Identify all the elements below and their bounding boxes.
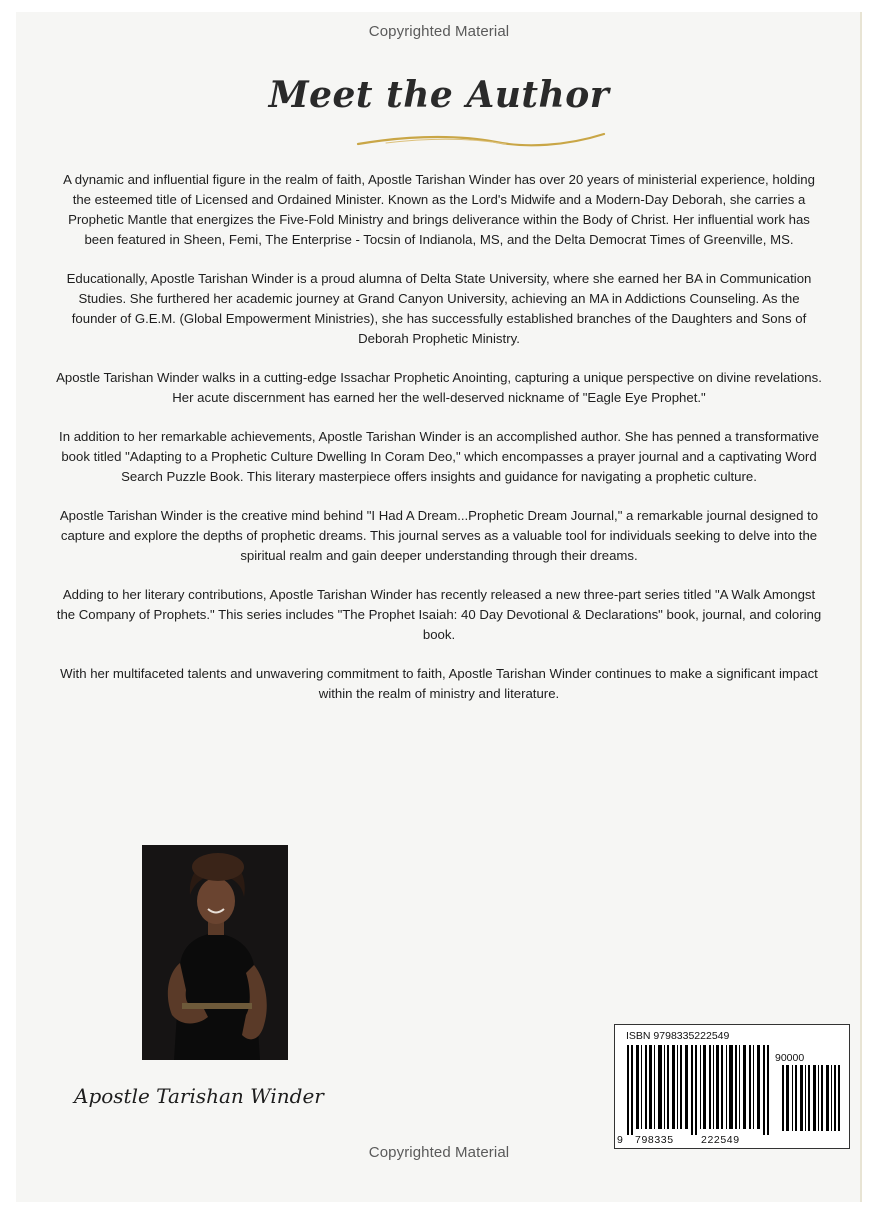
back-cover-page	[16, 12, 862, 1202]
bio-paragraph-6: Adding to her literary contributions, Apostle Tarishan Winder has recently released a new three-part series titled "A Walk Amongst the Company of Prophets." This series includes "The Prophet Isaiah: 40 Day Devotional & Declarations" book, journal, and coloring book.	[56, 587, 822, 642]
bio-paragraph-4: In addition to her remarkable achievements, Apostle Tarishan Winder is an accomplished author. She has penned a transformative book titled "Adapting to a Prophetic Culture Dwelling In Coram Deo," which encompasses a prayer journal and a captivating Word Search Puzzle Book. This literary masterpiece offers insights and guidance for navigating a prophetic culture.	[59, 429, 819, 484]
gold-swash-divider	[356, 130, 606, 152]
ean13-bars	[623, 1045, 773, 1135]
author-bio	[56, 170, 822, 723]
bio-paragraph-7: With her multifaceted talents and unwavering commitment to faith, Apostle Tarishan Winder continues to make a significant impact within the realm of ministry and literature.	[60, 666, 818, 701]
isbn-label: ISBN 9798335222549	[626, 1030, 730, 1042]
copyright-watermark-top: Copyrighted Material	[368, 23, 510, 40]
author-caption: Apostle Tarishan Winder	[74, 1084, 324, 1108]
bio-paragraph-5: Apostle Tarishan Winder is the creative mind behind "I Had A Dream...Prophetic Dream Journal," a remarkable journal designed to capture and explore the depths of prophetic dreams. This journal serves as a valuable tool for individuals seeking to delve into the spiritual realm and gain deeper understanding through their dreams.	[59, 508, 819, 563]
author-photo	[142, 845, 288, 1060]
barcode-digit-first: 9	[617, 1134, 624, 1146]
isbn-barcode	[614, 1024, 850, 1149]
bio-paragraph-1: A dynamic and influential figure in the realm of faith, Apostle Tarishan Winder has over 20 years of ministerial experience, holding the esteemed title of Licensed and Ordained Minister. Known as the Lord's Midwife and a Modern-Day Deborah, she carries a Prophetic Mantle that energizes the Five-Fold Ministry and brings deliverance within the Body of Christ. Her influential work has been featured in Sheen, Femi, The Enterprise - Tocsin of Indianola, MS, and the Delta Democrat Times of Greenville, MS.	[63, 172, 815, 247]
price-code-label: 90000	[775, 1052, 805, 1064]
barcode-digit-group-1: 798335	[635, 1134, 674, 1146]
addon-bars	[780, 1065, 842, 1131]
bio-paragraph-3: Apostle Tarishan Winder walks in a cutting-edge Issachar Prophetic Anointing, capturing a unique perspective on divine revelations. Her acute discernment has earned her the well-deserved nickname of "Eagle Eye Prophet."	[56, 370, 822, 405]
copyright-watermark-bottom: Copyrighted Material	[368, 1144, 510, 1161]
bio-paragraph-2: Educationally, Apostle Tarishan Winder is a proud alumna of Delta State University, where she earned her BA in Communication Studies. She furthered her academic journey at Grand Canyon University, achieving an MA in Addictions Counseling. As the founder of G.E.M. (Global Empowerment Ministries), she has successfully established branches of the Daughters and Sons of Deborah Prophetic Ministry.	[66, 271, 812, 346]
page-title: Meet the Author	[268, 74, 610, 116]
barcode-digit-group-2: 222549	[701, 1134, 740, 1146]
